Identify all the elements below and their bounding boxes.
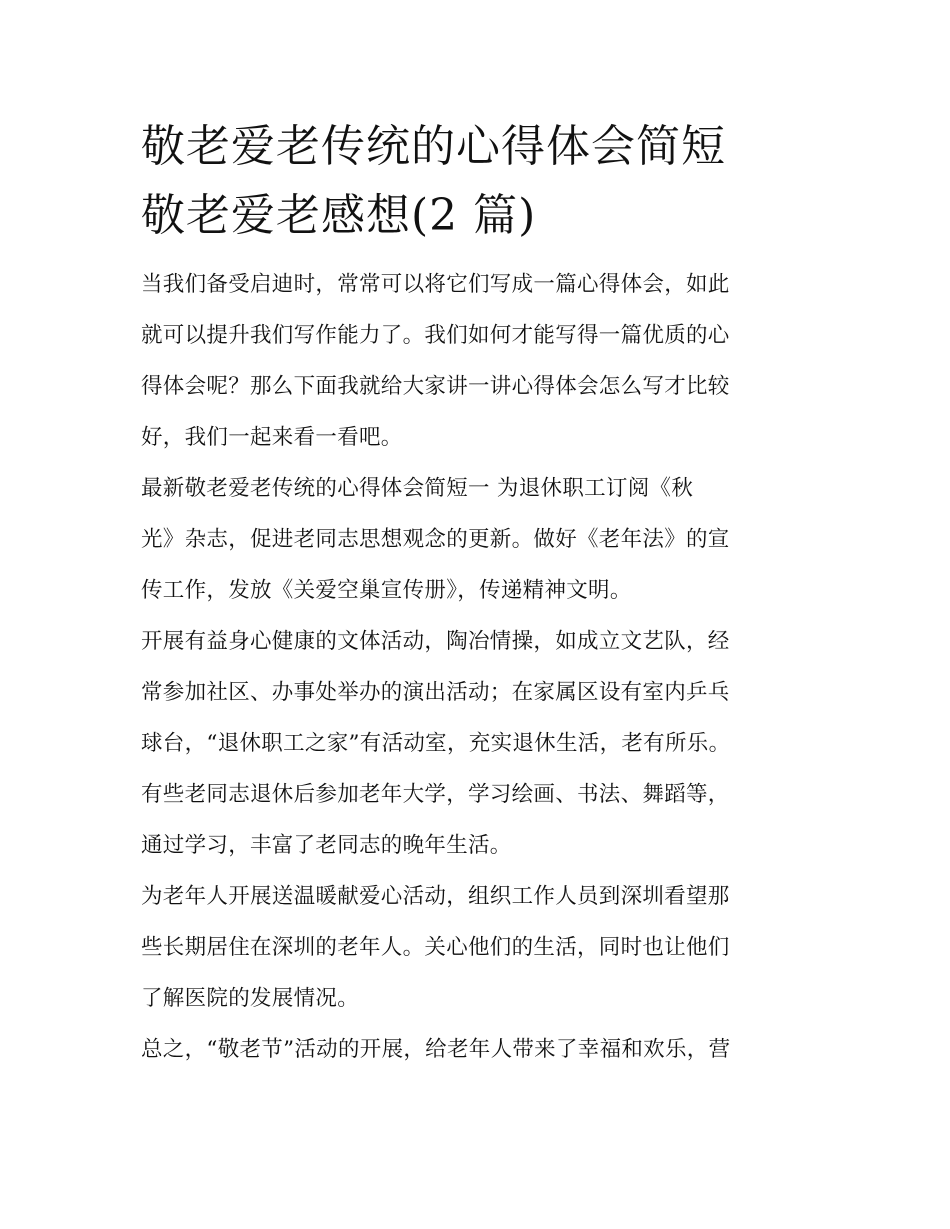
text-line: 了解医院的发展情况。 [141, 986, 360, 1011]
paragraph-subscription [141, 463, 813, 616]
text-line: 球台，“退休职工之家”有活动室，充实退休生活，老有所乐。 [141, 731, 731, 756]
text-line: 传工作，发放《关爱空巢宣传册》，传递精神文明。 [141, 578, 632, 603]
paragraph-intro [141, 259, 813, 463]
paragraph-activities [141, 616, 813, 769]
text-line: 光》杂志，促进老同志思想观念的更新。做好《老年法》的宣 [141, 527, 730, 552]
text-line: 些长期居住在深圳的老年人。关心他们的生活，同时也让他们 [141, 935, 730, 960]
paragraph-summary [141, 1024, 813, 1075]
text-line: 开展有益身心健康的文体活动，陶冶情操，如成立文艺队，经 [141, 629, 730, 654]
text-line: 常参加社区、办事处举办的演出活动；在家属区设有室内乒乓 [141, 680, 730, 705]
text-line: 就可以提升我们写作能力了。我们如何才能写得一篇优质的心 [141, 323, 730, 348]
text-line: 总之，“敬老节”活动的开展，给老年人带来了幸福和欢乐，营 [141, 1037, 731, 1062]
document-page [141, 112, 813, 1075]
text-line: 有些老同志退休后参加老年大学，学习绘画、书法、舞蹈等， [141, 782, 730, 807]
paragraph-visits [141, 871, 813, 1024]
paragraph-university [141, 769, 813, 871]
title-line: 敬老爱老传统的心得体会简短 [141, 121, 726, 172]
text-line: 好，我们一起来看一看吧。 [141, 425, 403, 450]
text-line: 为老年人开展送温暖献爱心活动，组织工作人员到深圳看望那 [141, 884, 730, 909]
text-line: 通过学习，丰富了老同志的晚年生活。 [141, 833, 512, 858]
text-line: 最新敬老爱老传统的心得体会简短一 为退休职工订阅《秋 [141, 476, 694, 501]
text-line: 当我们备受启迪时，常常可以将它们写成一篇心得体会，如此 [141, 272, 730, 297]
document-title [141, 112, 813, 250]
text-line: 得体会呢？那么下面我就给大家讲一讲心得体会怎么写才比较 [141, 374, 730, 399]
title-line: 敬老爱老感想(2 篇) [141, 190, 537, 241]
